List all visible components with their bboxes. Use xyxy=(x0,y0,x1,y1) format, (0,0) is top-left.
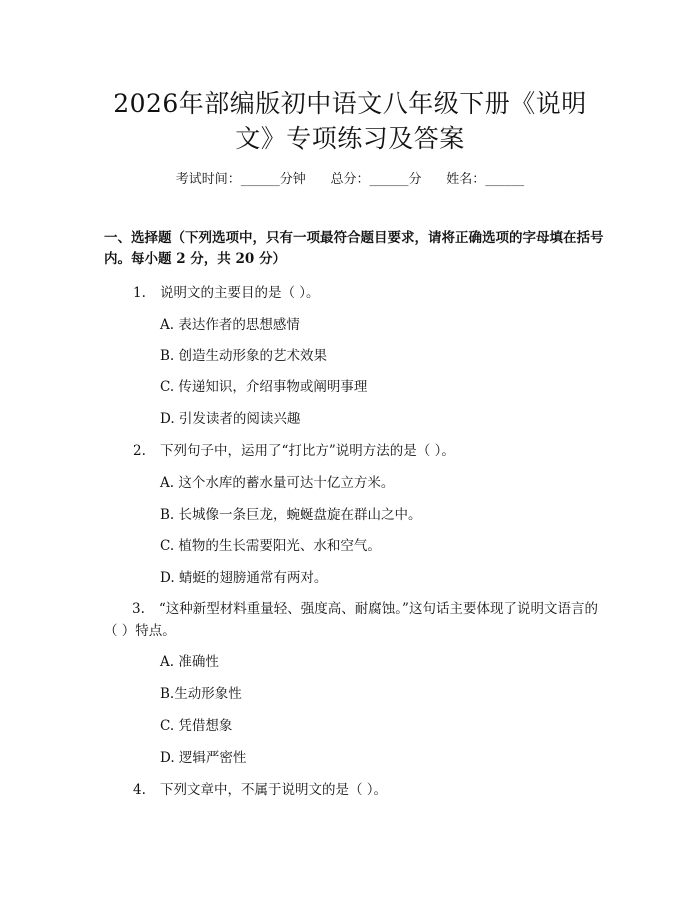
exam-title-line-1: 2026年部编版初中语文八年级下册《说明 xyxy=(113,89,587,118)
option-b: B. 长城像一条巨龙，蜿蜒盘旋在群山之中。 xyxy=(160,507,422,523)
question-number: 1. xyxy=(133,285,146,301)
question-number: 3. xyxy=(132,601,145,617)
exam-meta-info: 考试时间：______分钟 总分：______分 姓名：______ xyxy=(175,172,525,187)
question-number: 2. xyxy=(133,443,146,459)
question-text: 下列文章中，不属于说明文的是（ ）。 xyxy=(160,782,388,798)
question-3 xyxy=(104,598,610,642)
option-a: A. 表达作者的思想感情 xyxy=(160,317,300,333)
option-d: D. 逻辑严密性 xyxy=(160,750,247,766)
option-c: C. 植物的生长需要阳光、水和空气。 xyxy=(160,538,381,554)
option-c: C. 传递知识，介绍事物或阐明事理 xyxy=(160,379,368,395)
option-c: C. 凭借想象 xyxy=(160,718,233,734)
question-text: “这种新型材料重量轻、强度高、耐腐蚀。”这句话主要体现了说明文语言的（ ）特点。 xyxy=(104,601,598,639)
option-b: B.生动形象性 xyxy=(160,686,242,702)
question-text: 说明文的主要目的是（ ）。 xyxy=(160,285,320,301)
question-number: 4. xyxy=(133,782,146,798)
option-d: D. 引发读者的阅读兴趣 xyxy=(160,411,301,427)
option-d: D. 蜻蜓的翅膀通常有两对。 xyxy=(160,570,328,586)
option-a: A. 准确性 xyxy=(160,654,219,670)
exam-title-line-2: 文》专项练习及答案 xyxy=(235,124,465,153)
option-a: A. 这个水库的蓄水量可达十亿立方米。 xyxy=(160,475,395,491)
question-text: 下列句子中，运用了“打比方”说明方法的是（ ）。 xyxy=(160,443,455,459)
option-b: B. 创造生动形象的艺术效果 xyxy=(160,348,328,364)
section-heading: 一、选择题（下列选项中，只有一项最符合题目要求，请将正确选项的字母填在括号内。每小题 2 分，共 20 分） xyxy=(104,230,604,267)
